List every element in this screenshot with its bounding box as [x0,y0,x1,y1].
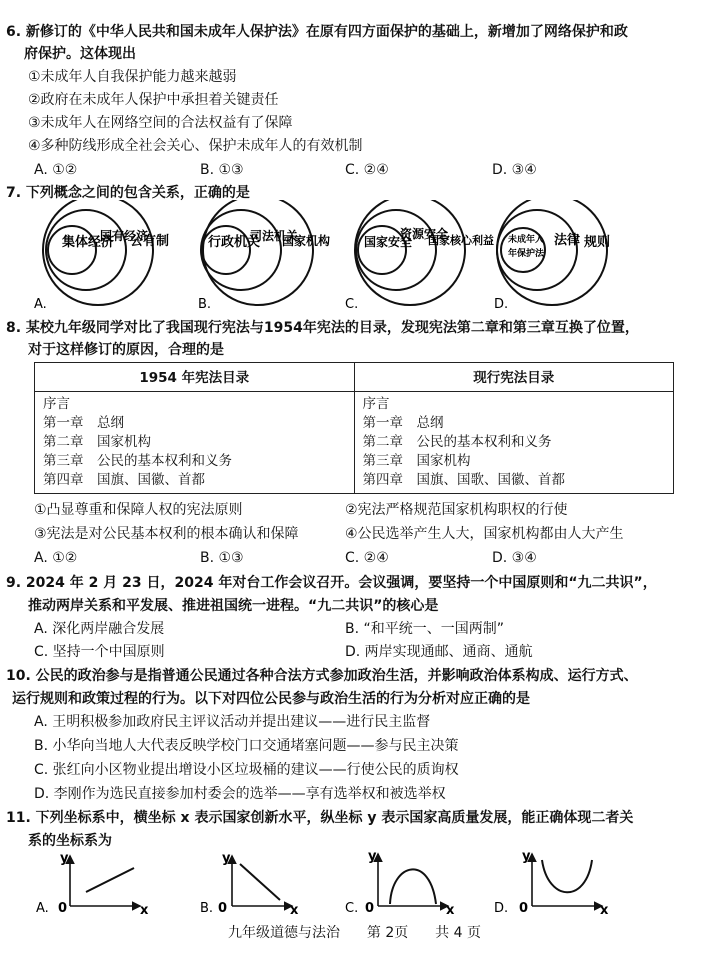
q8-option-c[interactable]: C. ②④ [345,550,389,566]
constitution-comparison-table [34,362,674,494]
q9-option-d[interactable]: D. 两岸实现通邮、通商、通航 [345,644,533,660]
table-cell-current [354,392,674,494]
q8-stem-line1: 8. 某校九年级同学对比了我国现行宪法与1954年宪法的目录，发现宪法第二章和第三章互换了位置， [6,320,639,336]
x-label: x [290,903,299,918]
q8-option-a[interactable]: A. ①② [34,550,78,566]
q10-option-a[interactable]: A. 王明积极参加政府民主评议活动并提出建议——进行民主监督 [34,714,431,730]
q7-diagram-a[interactable] [34,200,169,312]
middle-circle [46,210,126,290]
label-2: 司法机关 [250,229,299,243]
q7-stem: 7. 下列概念之间的包含关系，正确的是 [6,185,250,201]
origin-label: 0 [218,901,228,916]
letter: D. [494,901,509,916]
q11-stem-line1: 11. 下列坐标系中，横坐标 x 表示国家创新水平，纵坐标 y 表示国家高质量发展，能正确体现二者关 [6,810,634,826]
footer-total-pages: 共 4 页 [435,925,481,941]
q11-graphs [0,842,709,922]
label-1: 行政机关 [208,235,261,250]
q8-statement-1: ①凸显尊重和保障人权的宪法原则 [34,502,243,518]
label-2: 国有经济 [100,229,149,243]
outer-circle [355,200,465,305]
q7-diagram-d[interactable] [494,200,610,312]
q8-stem-line2: 对于这样修订的原因，合理的是 [28,342,224,358]
letter: A. [36,901,49,916]
letter: A. [34,297,47,312]
q11-graph-a[interactable] [36,851,149,918]
label-1: 国家安全 [364,235,413,249]
label-3: 国家核心利益 [428,234,494,247]
q6-statement-1: ①未成年人自我保护能力越来越弱 [28,69,237,85]
toc-line: 第三章 国家机构 [362,453,471,469]
footer-page-number: 第 2页 [366,925,409,941]
q10-option-d[interactable]: D. 李刚作为选民直接参加村委会的选举——享有选举权和被选举权 [34,786,446,802]
label-3: 公有制 [130,234,170,249]
q9-option-a[interactable]: A. 深化两岸融合发展 [34,621,165,637]
q6-option-b[interactable]: B. ①③ [200,162,244,178]
q6-statement-3: ③未成年人在网络空间的合法权益有了保障 [28,115,293,131]
letter: D. [494,297,509,312]
middle-circle [356,210,436,290]
footer-subject: 九年级道德与法治 [228,925,340,941]
q6-stem-line1: 6. 新修订的《中华人民共和国未成年人保护法》在原有四方面保护的基础上，新增加了网络保护和政 [6,24,628,40]
origin-label: 0 [519,901,529,916]
q9-stem-line1: 9. 2024 年 2 月 23 日，2024 年对台工作会议召开。会议强调，要坚持一个中国原则和“九二共识”， [6,575,657,591]
toc-line: 第一章 总纲 [362,415,444,431]
letter: B. [198,297,212,312]
q6-option-d[interactable]: D. ③④ [492,162,537,178]
curve [542,860,592,892]
q11-graph-c[interactable] [345,849,455,918]
inner-circle [48,226,96,274]
table-header-row [35,363,674,392]
q11-stem-line2: 系的坐标系为 [28,833,112,849]
q11-graph-d[interactable] [494,849,609,918]
table-header-current: 现行宪法目录 [354,363,674,392]
q8-statement-2: ②宪法严格规范国家机构职权的行使 [345,502,568,518]
toc-line: 序言 [43,396,70,412]
label-4: 规则 [584,235,611,250]
y-label: y [222,851,231,866]
toc-line: 第三章 公民的基本权利和义务 [43,453,232,469]
letter: C. [345,297,359,312]
x-label: x [600,903,609,918]
x-label: x [140,903,149,918]
q10-stem-line2: 运行规则和政策过程的行为。以下对四位公民参与政治生活的行为分析对应正确的是 [12,691,530,707]
q7-diagrams [0,200,709,315]
q6-statement-2: ②政府在未成年人保护中承担着关键责任 [28,92,279,108]
label-3: 国家机构 [282,234,331,248]
q6-statement-4: ④多种防线形成全社会关心、保护未成年人的有效机制 [28,138,363,154]
q9-option-b[interactable]: B. “和平统一、一国两制” [345,621,505,637]
q6-option-c[interactable]: C. ②④ [345,162,389,178]
q10-stem-line1: 10. 公民的政治参与是指普通公民通过各种合法方式参加政治生活，并影响政治体系构成、运行方式、 [6,668,638,684]
toc-line: 序言 [362,396,390,412]
toc-line: 第二章 国家机构 [43,434,151,450]
table-cell-1954 [35,392,355,494]
page-footer [0,922,709,942]
curve [390,869,436,904]
x-label: x [446,903,455,918]
q8-option-b[interactable]: B. ①③ [200,550,244,566]
letter: C. [345,901,359,916]
letter: B. [200,901,214,916]
q8-option-d[interactable]: D. ③④ [492,550,537,566]
toc-line: 第二章 公民的基本权利和义务 [362,434,552,450]
y-label: y [60,851,69,866]
q6-stem-line2: 府保护。这体现出 [24,46,136,62]
inner-circle [358,226,406,274]
q8-statement-4: ④公民选举产生人大，国家机构都由人大产生 [345,526,624,542]
middle-circle [201,210,281,290]
y-label: y [522,849,531,864]
q11-graph-b[interactable] [200,851,299,918]
q8-statement-3: ③宪法是对公民基本权利的根本确认和保障 [34,526,299,542]
origin-label: 0 [58,901,68,916]
q9-stem-line2: 推动两岸关系和平发展、推进祖国统一进程。“九二共识”的核心是 [28,598,439,614]
table-row [35,392,674,494]
q6-option-a[interactable]: A. ①② [34,162,78,178]
table-header-1954: 1954 年宪法目录 [35,363,355,392]
origin-label: 0 [365,901,375,916]
curve [86,868,134,892]
label-2: 年保护法 [508,249,545,259]
label-3: 法律 [554,233,581,248]
q7-diagram-c[interactable] [345,200,494,312]
label-2: 资源安全 [400,227,449,241]
q7-diagram-b[interactable] [198,200,330,312]
q10-option-b[interactable]: B. 小华向当地人大代表反映学校门口交通堵塞问题——参与民主决策 [34,738,459,754]
y-label: y [368,849,377,864]
toc-line: 第四章 国旗、国徽、首都 [43,472,205,488]
q9-option-c[interactable]: C. 坚持一个中国原则 [34,644,165,660]
label-1: 未成年人 [508,235,545,245]
toc-line: 第一章 总纲 [43,415,124,431]
outer-circle [43,200,153,305]
label-1: 集体经济 [62,235,115,250]
inner-circle [202,226,250,274]
curve [240,864,280,900]
q10-option-c[interactable]: C. 张红向小区物业提出增设小区垃圾桶的建议——行使公民的质询权 [34,762,459,778]
toc-line: 第四章 国旗、国歌、国徽、首都 [362,472,565,488]
